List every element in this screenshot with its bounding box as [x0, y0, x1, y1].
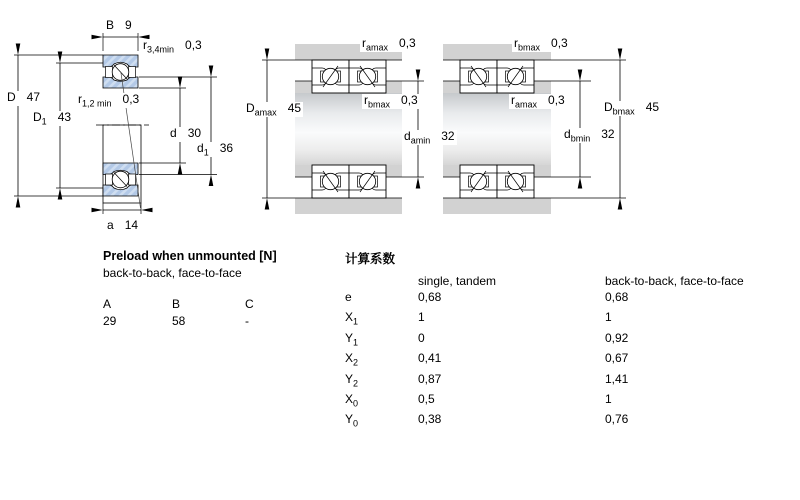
factor-value: 0,76	[605, 412, 629, 427]
factor-value: 0,38	[418, 412, 442, 427]
preload-subtitle: back-to-back, face-to-face	[103, 266, 242, 280]
factor-row-label: $Y_1$	[345, 330, 359, 348]
preload-table	[103, 249, 285, 328]
dim-D: D 47	[5, 91, 42, 106]
back-to-back-arrangement-view	[262, 44, 424, 214]
dim-Damax: $D_{amax}$ 45	[246, 101, 302, 118]
dim-r12: $r_{1,2 min}$ 0,3	[78, 92, 140, 109]
factor-value: 1	[418, 310, 425, 325]
factor-value: 0,87	[418, 371, 442, 386]
factors-corner-cell	[345, 273, 418, 289]
dim-d: d 30	[168, 127, 203, 142]
dim-damin: $d_{amin}$ 32	[404, 129, 455, 146]
preload-value-C: -	[245, 314, 249, 328]
dim-Dbmax: $D_{bmax}$ 45	[604, 100, 660, 117]
dim-B: B 9	[104, 19, 134, 34]
factors-title: 计算系数	[345, 252, 396, 266]
factor-value: 0,41	[418, 351, 442, 366]
factor-value: 0,92	[605, 330, 629, 345]
preload-col-A: A	[103, 297, 112, 311]
dim-rbmax-a: $r_{bmax}$ 0,3	[364, 93, 418, 110]
dim-rbmax-b: $r_{bmax}$ 0,3	[514, 36, 568, 53]
factor-value: 0,68	[418, 290, 442, 304]
factor-value: 0,68	[605, 290, 629, 304]
factor-value: 0,5	[418, 391, 435, 406]
factors-grid	[345, 273, 755, 432]
preload-grid	[103, 297, 285, 328]
dim-ramax-a: $r_{amax}$ 0,3	[362, 36, 416, 53]
dim-dbmin: $d_{bmin}$ 32	[564, 127, 615, 144]
factor-row-label: $Y_2$	[345, 371, 359, 388]
housing-bottom	[295, 198, 402, 214]
preload-col-C: C	[245, 297, 254, 311]
preload-value-A: 29	[103, 314, 117, 328]
preload-value-B: 58	[172, 314, 186, 328]
housing-bottom	[443, 198, 551, 214]
dim-D1: $D_1$ 43	[33, 110, 72, 127]
factor-row-label: e	[345, 290, 352, 304]
factor-value: 0,67	[605, 351, 629, 366]
factor-row-label: $X_1$	[345, 310, 359, 327]
factor-row-label: $X_2$	[345, 351, 359, 368]
factor-row-label: $Y_0$	[345, 412, 359, 429]
dim-r34: $r_{3,4min}$ 0,3	[143, 38, 202, 55]
dim-d1: $d_1$ 36	[197, 141, 234, 158]
factor-value: 1	[605, 391, 612, 406]
calculation-factors-table	[345, 249, 755, 432]
factors-col-single-tandem: single, tandem	[418, 274, 497, 288]
factor-row-label: $X_0$	[345, 391, 359, 409]
preload-title: Preload when unmounted [N]	[103, 249, 277, 263]
factor-value: 1,41	[605, 371, 629, 386]
dim-ramax-b: $r_{amax}$ 0,3	[511, 93, 565, 110]
dim-a: a 14	[105, 219, 140, 234]
factors-col-b2b-f2f: back-to-back, face-to-face	[605, 274, 744, 288]
preload-col-B: B	[172, 297, 181, 311]
factor-value: 0	[418, 330, 425, 345]
factor-value: 1	[605, 310, 612, 325]
